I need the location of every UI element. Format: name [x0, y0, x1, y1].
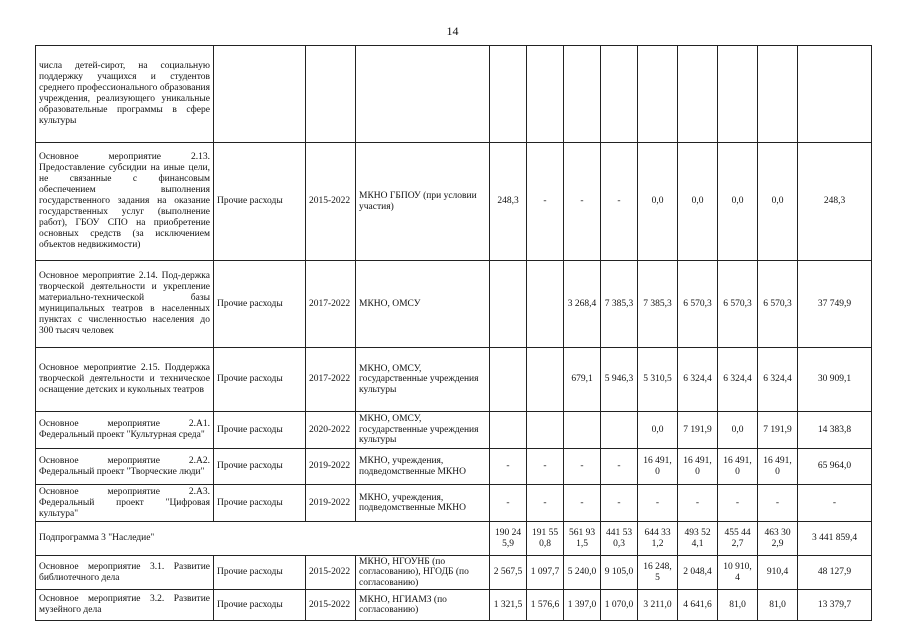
value-cell: 6 324,4: [678, 348, 718, 412]
activity-name: Основное мероприятие 3.1. Развитие библиотечного дела: [36, 556, 214, 590]
value-cell: 16 491,0: [758, 449, 798, 485]
cost-type: Прочие расходы: [214, 449, 306, 485]
value-cell: 81,0: [718, 590, 758, 621]
value-cell: 3 268,4: [564, 261, 601, 348]
budget-table: [35, 45, 872, 621]
table-row: [36, 485, 872, 522]
value-cell: [758, 46, 798, 143]
value-cell: 455 442,7: [718, 522, 758, 556]
value-cell: [564, 412, 601, 449]
value-cell: 6 324,4: [758, 348, 798, 412]
value-cell: 13 379,7: [798, 590, 872, 621]
executor: МКНО, учреждения, подведомственные МКНО: [356, 485, 490, 522]
value-cell: 81,0: [758, 590, 798, 621]
value-cell: [527, 412, 564, 449]
value-cell: 37 749,9: [798, 261, 872, 348]
period: [306, 46, 356, 143]
activity-name: Основное мероприятие 2.15. Поддержка творческой деятельности и техническое оснащение детских и кукольных театров: [36, 348, 214, 412]
value-cell: -: [798, 485, 872, 522]
cost-type: Прочие расходы: [214, 412, 306, 449]
value-cell: 493 524,1: [678, 522, 718, 556]
value-cell: 1 097,7: [527, 556, 564, 590]
executor: МКНО, ОМСУ, государственные учреждения культуры: [356, 412, 490, 449]
value-cell: 679,1: [564, 348, 601, 412]
value-cell: [601, 46, 638, 143]
value-cell: -: [601, 449, 638, 485]
value-cell: 5 240,0: [564, 556, 601, 590]
value-cell: [798, 46, 872, 143]
executor: МКНО ГБПОУ (при условии участия): [356, 143, 490, 261]
value-cell: 1 321,5: [490, 590, 527, 621]
value-cell: [564, 46, 601, 143]
value-cell: 561 931,5: [564, 522, 601, 556]
cost-type: Прочие расходы: [214, 590, 306, 621]
value-cell: 2 567,5: [490, 556, 527, 590]
value-cell: 6 324,4: [718, 348, 758, 412]
period: 2015-2022: [306, 143, 356, 261]
value-cell: [490, 348, 527, 412]
value-cell: 644 331,2: [638, 522, 678, 556]
cost-type: Прочие расходы: [214, 261, 306, 348]
value-cell: 1 397,0: [564, 590, 601, 621]
value-cell: 9 105,0: [601, 556, 638, 590]
period: 2020-2022: [306, 412, 356, 449]
cost-type: Прочие расходы: [214, 556, 306, 590]
period: 2015-2022: [306, 556, 356, 590]
period: 2017-2022: [306, 348, 356, 412]
value-cell: 6 570,3: [678, 261, 718, 348]
value-cell: 4 641,6: [678, 590, 718, 621]
value-cell: 248,3: [490, 143, 527, 261]
value-cell: [527, 261, 564, 348]
value-cell: 3 441 859,4: [798, 522, 872, 556]
value-cell: [527, 46, 564, 143]
value-cell: [718, 46, 758, 143]
value-cell: -: [564, 143, 601, 261]
value-cell: [490, 261, 527, 348]
executor: МКНО, НГИАМЗ (по согласованию): [356, 590, 490, 621]
executor: МКНО, учреждения, подведомственные МКНО: [356, 449, 490, 485]
cost-type: Прочие расходы: [214, 485, 306, 522]
period: 2015-2022: [306, 590, 356, 621]
value-cell: 441 530,3: [601, 522, 638, 556]
executor: МКНО, ОМСУ: [356, 261, 490, 348]
value-cell: -: [678, 485, 718, 522]
value-cell: -: [527, 485, 564, 522]
value-cell: 6 570,3: [718, 261, 758, 348]
value-cell: 191 550,8: [527, 522, 564, 556]
value-cell: 30 909,1: [798, 348, 872, 412]
value-cell: 190 245,9: [490, 522, 527, 556]
value-cell: -: [490, 485, 527, 522]
value-cell: 248,3: [798, 143, 872, 261]
period: 2019-2022: [306, 449, 356, 485]
value-cell: -: [527, 449, 564, 485]
value-cell: [638, 46, 678, 143]
executor: [356, 46, 490, 143]
table-row: [36, 449, 872, 485]
value-cell: 16 491,0: [718, 449, 758, 485]
value-cell: -: [718, 485, 758, 522]
value-cell: -: [564, 449, 601, 485]
executor: МКНО, ОМСУ, государственные учреждения культуры: [356, 348, 490, 412]
value-cell: 0,0: [638, 143, 678, 261]
value-cell: -: [564, 485, 601, 522]
value-cell: -: [601, 485, 638, 522]
value-cell: 16 248,5: [638, 556, 678, 590]
table-row: [36, 412, 872, 449]
table-row: [36, 143, 872, 261]
activity-name: Основное мероприятие 2.13. Предоставление субсидии на иные цели, не связанные с финансовым обеспечением выполнения государственного задания на оказание государственных услуг (выполнение работ), ГБОУ СПО на приобретение основных средств (за исключением объектов недвижимости): [36, 143, 214, 261]
value-cell: [527, 348, 564, 412]
value-cell: [601, 412, 638, 449]
value-cell: 7 385,3: [601, 261, 638, 348]
value-cell: -: [638, 485, 678, 522]
value-cell: -: [758, 485, 798, 522]
cost-type: Прочие расходы: [214, 348, 306, 412]
value-cell: 0,0: [718, 412, 758, 449]
value-cell: 0,0: [638, 412, 678, 449]
value-cell: 2 048,4: [678, 556, 718, 590]
value-cell: 0,0: [758, 143, 798, 261]
page-number: 14: [446, 24, 459, 38]
activity-name: Основное мероприятие 2.А1. Федеральный проект "Культурная среда": [36, 412, 214, 449]
activity-name: Основное мероприятие 2.А3. Федеральный проект "Цифровая культура": [36, 485, 214, 522]
value-cell: 7 191,9: [678, 412, 718, 449]
value-cell: 6 570,3: [758, 261, 798, 348]
cost-type: Прочие расходы: [214, 143, 306, 261]
period: 2017-2022: [306, 261, 356, 348]
table-row: [36, 261, 872, 348]
value-cell: 16 491,0: [678, 449, 718, 485]
table-row: [36, 522, 872, 556]
value-cell: 0,0: [678, 143, 718, 261]
value-cell: 10 910,4: [718, 556, 758, 590]
value-cell: 48 127,9: [798, 556, 872, 590]
value-cell: [490, 46, 527, 143]
value-cell: 14 383,8: [798, 412, 872, 449]
value-cell: 910,4: [758, 556, 798, 590]
value-cell: 463 302,9: [758, 522, 798, 556]
value-cell: 16 491,0: [638, 449, 678, 485]
period: 2019-2022: [306, 485, 356, 522]
table-row: [36, 556, 872, 590]
value-cell: -: [490, 449, 527, 485]
activity-name: Основное мероприятие 3.2. Развитие музейного дела: [36, 590, 214, 621]
value-cell: -: [527, 143, 564, 261]
value-cell: 1 576,6: [527, 590, 564, 621]
value-cell: 5 310,5: [638, 348, 678, 412]
table-row: [36, 46, 872, 143]
value-cell: 5 946,3: [601, 348, 638, 412]
value-cell: 3 211,0: [638, 590, 678, 621]
value-cell: [678, 46, 718, 143]
subprogram-name: Подпрограмма 3 "Наследие": [36, 522, 490, 556]
activity-name: Основное мероприятие 2.А2. Федеральный проект "Творческие люди": [36, 449, 214, 485]
value-cell: 7 385,3: [638, 261, 678, 348]
activity-name: числа детей-сирот, на социальную поддержку учащихся и студентов среднего профессионального образования учреждения, реализующего уникальные образовательные программы в сфере культуры: [36, 46, 214, 143]
table-row: [36, 348, 872, 412]
value-cell: 7 191,9: [758, 412, 798, 449]
table-row: [36, 590, 872, 621]
value-cell: 1 070,0: [601, 590, 638, 621]
cost-type: [214, 46, 306, 143]
value-cell: 65 964,0: [798, 449, 872, 485]
value-cell: [490, 412, 527, 449]
value-cell: 0,0: [718, 143, 758, 261]
activity-name: Основное мероприятие 2.14. Под-держка творческой деятельности и укрепление материально-технической базы муниципальных театров в населенных пунктах с численностью населения до 300 тысяч человек: [36, 261, 214, 348]
executor: МКНО, НГОУНБ (по согласованию), НГОДБ (по согласованию): [356, 556, 490, 590]
value-cell: -: [601, 143, 638, 261]
